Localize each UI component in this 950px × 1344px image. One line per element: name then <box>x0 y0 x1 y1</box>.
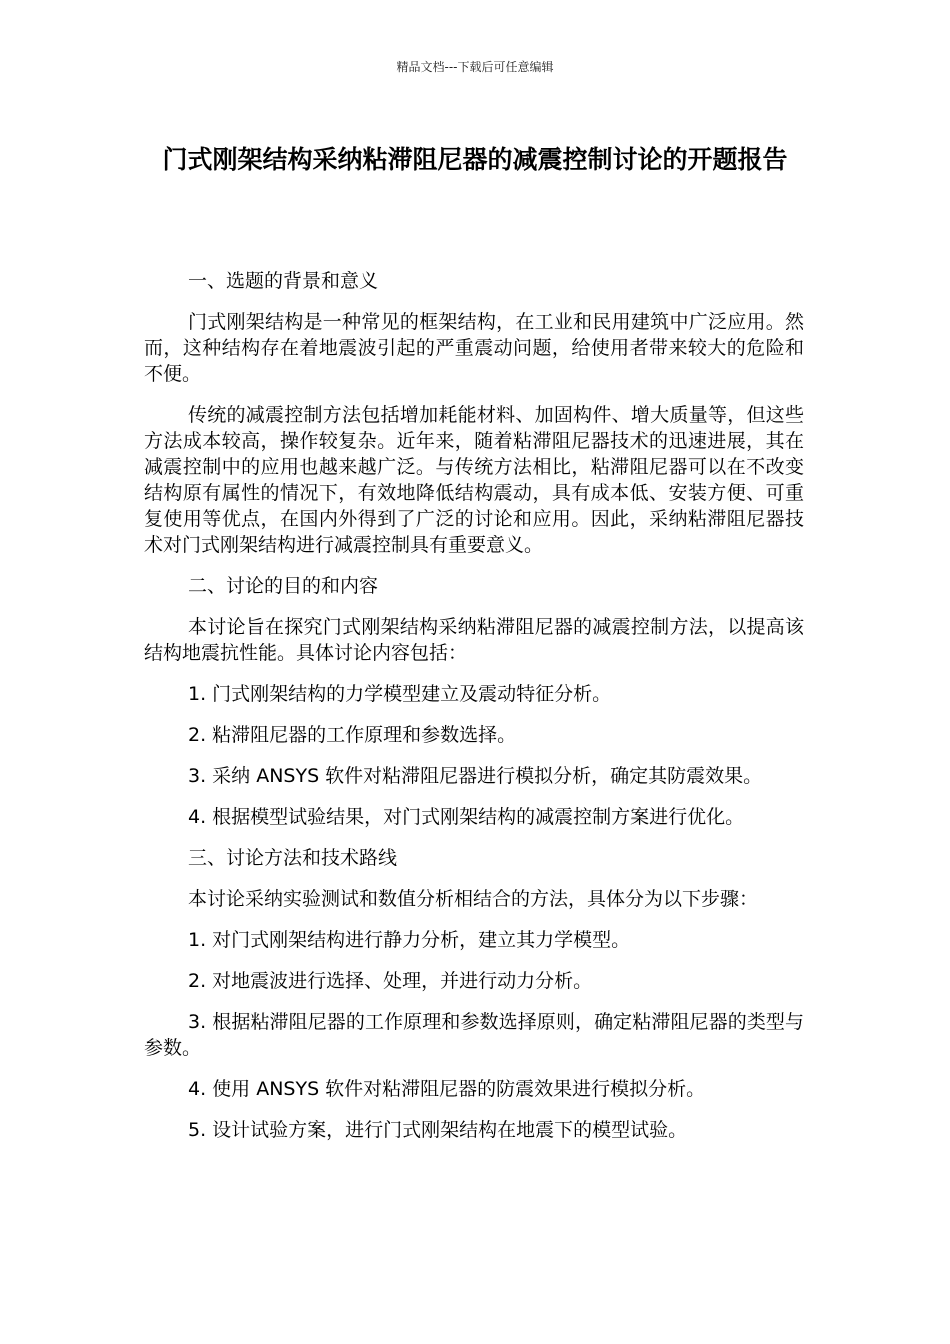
section-heading-background: 一、选题的背景和意义 <box>188 270 379 292</box>
section-heading-objectives: 二、讨论的目的和内容 <box>188 575 379 597</box>
list-item: 1. 对门式刚架结构进行静力分析，建立其力学模型。 <box>188 929 631 951</box>
list-item: 4. 根据模型试验结果，对门式刚架结构的减震控制方案进行优化。 <box>188 806 745 828</box>
list-item: 3. 根据粘滞阻尼器的工作原理和参数选择原则，确定粘滞阻尼器的类型与参数。 <box>144 1011 804 1059</box>
paragraph: 传统的减震控制方法包括增加耗能材料、加固构件、增大质量等，但这些方法成本较高，操作较复杂。近年来，随着粘滞阻尼器技术的迅速进展，其在减震控制中的应用也越来越广泛。与传统方法相比，粘滞阻尼器可以在不改变结构原有属性的情况下，有效地降低结构震动，具有成本低、安装方便、可重复使用等优点，在国内外得到了广泛的讨论和应用。因此，采纳粘滞阻尼器技术对门式刚架结构进行减震控制具有重要意义。 <box>144 404 804 556</box>
list-item: 1. 门式刚架结构的力学模型建立及震动特征分析。 <box>188 683 612 705</box>
document-body <box>144 268 804 1158</box>
section-heading-methods: 三、讨论方法和技术路线 <box>188 847 398 869</box>
header-note: 精品文档---下载后可任意编辑 <box>396 60 554 74</box>
document-title: 门式刚架结构采纳粘滞阻尼器的减震控制讨论的开题报告 <box>162 145 788 174</box>
list-item: 5. 设计试验方案，进行门式刚架结构在地震下的模型试验。 <box>188 1119 688 1141</box>
list-item: 3. 采纳 ANSYS 软件对粘滞阻尼器进行模拟分析，确定其防震效果。 <box>188 765 763 787</box>
paragraph: 本讨论旨在探究门式刚架结构采纳粘滞阻尼器的减震控制方法，以提高该结构地震抗性能。具体讨论内容包括： <box>144 616 804 664</box>
list-item: 2. 粘滞阻尼器的工作原理和参数选择。 <box>188 724 517 746</box>
list-item: 2. 对地震波进行选择、处理，并进行动力分析。 <box>188 970 593 992</box>
list-item: 4. 使用 ANSYS 软件对粘滞阻尼器的防震效果进行模拟分析。 <box>188 1078 706 1100</box>
paragraph: 本讨论采纳实验测试和数值分析相结合的方法，具体分为以下步骤： <box>188 888 759 910</box>
paragraph: 门式刚架结构是一种常见的框架结构，在工业和民用建筑中广泛应用。然而，这种结构存在着地震波引起的严重震动问题，给使用者带来较大的危险和不便。 <box>144 311 804 385</box>
